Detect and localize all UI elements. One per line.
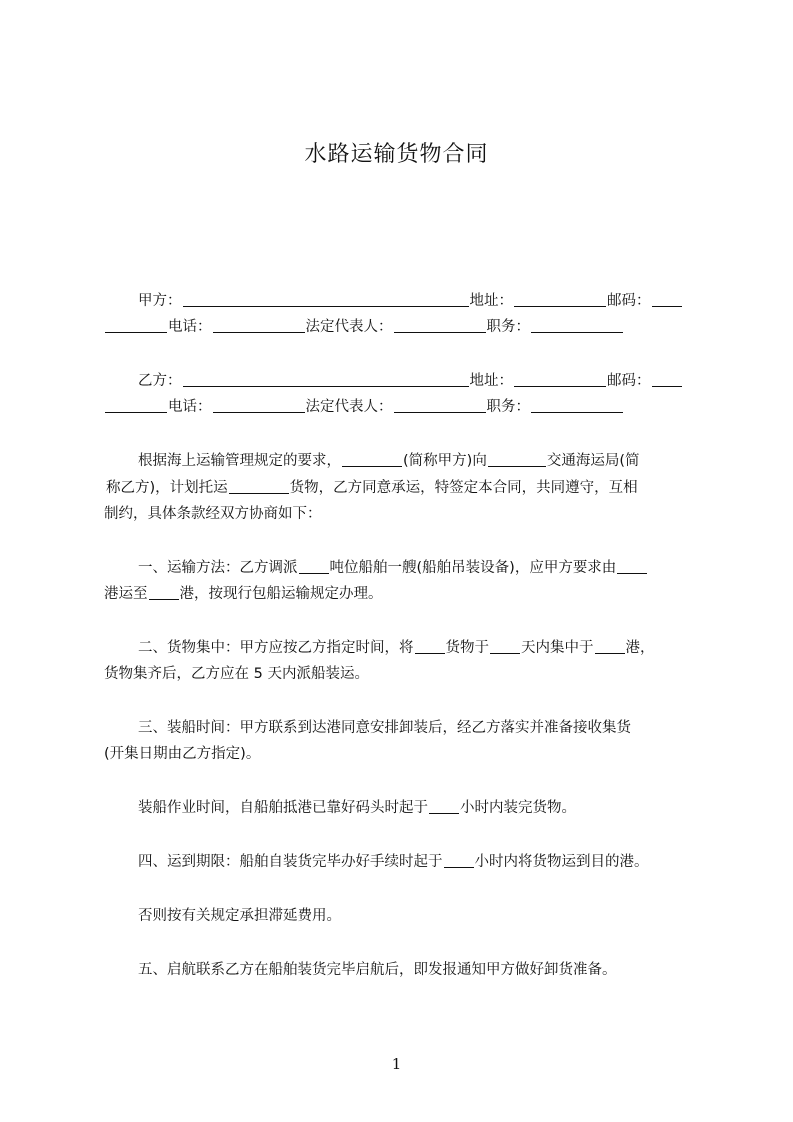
party-a-phone-blank: [213, 316, 305, 333]
party-a-phone-label: 电话：: [168, 319, 212, 335]
party-b-phone-blank: [213, 396, 305, 413]
preamble-line-2: [0, 477, 793, 499]
party-b-address-blank: [514, 370, 606, 387]
clause-4-text-1: 四、运到期限：船舶自装货完毕办好手续时起于: [138, 854, 443, 870]
preamble-text-6: 制约，具体条款经双方协商如下：: [104, 506, 322, 522]
party-a-legal-rep-label: 法定代表人：: [305, 319, 393, 335]
party-b-position-label: 职务：: [486, 399, 530, 415]
clause-3-text-2: (开集日期由乙方指定)。: [104, 746, 261, 762]
party-a-postcode-blank-cont: [105, 316, 167, 333]
preamble-text-2: (简称甲方)向: [403, 453, 487, 469]
clause-2-blank-2: [490, 637, 520, 654]
party-a-line-2: [0, 316, 793, 338]
party-b-address-label: 地址：: [469, 373, 513, 389]
clause-2-line-1: [0, 637, 793, 659]
clause-2-text-4: 港，: [625, 640, 655, 656]
party-b-name-blank: [183, 370, 469, 387]
preamble-line-3: [0, 503, 793, 525]
party-b-legal-rep-blank: [394, 396, 486, 413]
loading-text-1: 装船作业时间，自船舶抵港已靠好码头时起于: [138, 800, 428, 816]
clause-1-blank-2: [617, 557, 647, 574]
party-b-postcode-blank-cont: [105, 396, 167, 413]
party-b-label: 乙方：: [138, 373, 182, 389]
party-a-name-blank: [183, 290, 469, 307]
clause-2-blank-1: [415, 637, 445, 654]
preamble-text-1: 根据海上运输管理规定的要求，: [138, 453, 341, 469]
clause-1-blank-3: [149, 583, 179, 600]
clause-2-text-2: 货物于: [445, 640, 489, 656]
preamble-blank-2: [488, 450, 546, 467]
clause-2-text-1: 二、货物集中：甲方应按乙方指定时间，将: [138, 640, 414, 656]
clause-1-blank-1: [299, 557, 329, 574]
loading-text-2: 小时内装完货物。: [460, 800, 576, 816]
clause-2-text-3: 天内集中于: [521, 640, 594, 656]
document-title: 水路运输货物合同: [304, 142, 489, 167]
delay-line: [0, 905, 793, 927]
preamble-text-4: 称乙方)，计划托运: [106, 480, 228, 496]
clause-3-line-1: [0, 717, 793, 739]
party-b-postcode-blank: [652, 370, 682, 387]
party-a-legal-rep-blank: [394, 316, 486, 333]
clause-2-blank-3: [595, 637, 625, 654]
party-a-postcode-blank: [652, 290, 682, 307]
party-b-line-2: [0, 396, 793, 418]
party-b-postcode-label: 邮码：: [607, 373, 651, 389]
party-b-line-1: [0, 370, 793, 392]
clause-1-text-3: 港运至: [104, 586, 148, 602]
clause-5-line: [0, 959, 793, 981]
page-number: 1: [391, 1055, 402, 1073]
clause-3-text-1: 三、装船时间：甲方联系到达港同意安排卸装后，经乙方落实并准备接收集货: [138, 720, 631, 736]
preamble-blank-3: [229, 477, 289, 494]
party-a-label: 甲方：: [138, 293, 182, 309]
clause-3-line-2: [0, 743, 793, 765]
clause-1-text-1: 一、运输方法：乙方调派: [138, 560, 298, 576]
clause-1-line-1: [0, 557, 793, 579]
party-a-line-1: [0, 290, 793, 312]
loading-blank: [429, 797, 459, 814]
party-a-postcode-label: 邮码：: [607, 293, 651, 309]
clause-1-text-2: 吨位船舶一艘(船舶吊装设备)，应甲方要求由: [329, 560, 617, 576]
clause-1-text-4: 港，按现行包船运输规定办理。: [179, 586, 383, 602]
party-b-phone-label: 电话：: [168, 399, 212, 415]
party-b-legal-rep-label: 法定代表人：: [305, 399, 393, 415]
party-a-address-blank: [514, 290, 606, 307]
preamble-text-3: 交通海运局(简: [546, 453, 640, 469]
clause-2-line-2: [0, 663, 793, 685]
clause-4-text-2: 小时内将货物运到目的港。: [474, 854, 649, 870]
preamble-blank-1: [342, 450, 402, 467]
clause-5-text: 五、启航联系乙方在船舶装货完毕启航后，即发报通知甲方做好卸货准备。: [138, 962, 617, 978]
clause-4-blank: [444, 851, 474, 868]
clause-2-text-5: 货物集齐后，乙方应在 5 天内派船装运。: [104, 666, 369, 682]
loading-time-line: [0, 797, 793, 819]
party-a-position-label: 职务：: [486, 319, 530, 335]
preamble-line-1: [0, 450, 793, 472]
clause-4-line: [0, 851, 793, 873]
clause-1-line-2: [0, 583, 793, 605]
party-a-address-label: 地址：: [469, 293, 513, 309]
preamble-text-5: 货物，乙方同意承运，特签定本合同，共同遵守，互相: [289, 480, 638, 496]
party-b-position-blank: [531, 396, 623, 413]
delay-text: 否则按有关规定承担滞延费用。: [138, 908, 341, 924]
party-a-position-blank: [531, 316, 623, 333]
